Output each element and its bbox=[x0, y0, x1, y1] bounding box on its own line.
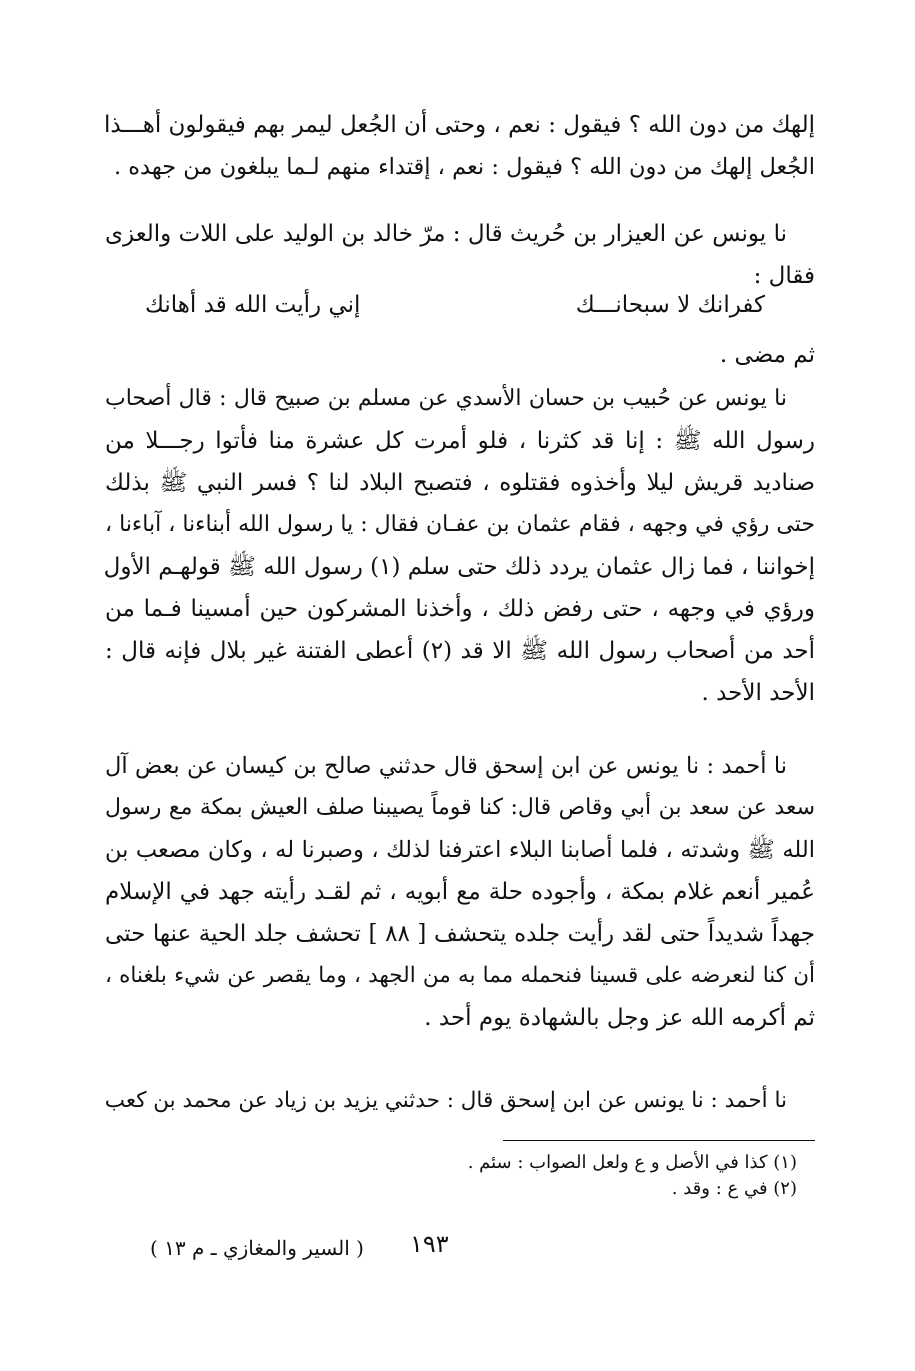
text-line: إخواننا ، فما زال عثمان يردد ذلك حتى سلم (١) رسول الله ﷺ قولهـم الأول bbox=[103, 554, 815, 580]
text-line: رسول الله ﷺ : إنا قد كثرنا ، فلو أمرت كل عشرة منا فأتوا رجـــلا من bbox=[105, 428, 815, 454]
verse-second-hemistich: إني رأيت الله قد أهانك bbox=[145, 292, 361, 318]
text-line: صناديد قريش ليلا وأخذوه فقتلوه ، فتصبح البلاد لنا ؟ فسر النبي ﷺ بذلك bbox=[105, 470, 815, 496]
text-line: نا أحمد : نا يونس عن ابن إسحق قال حدثني صالح بن كيسان عن بعض آل bbox=[105, 753, 787, 779]
footnote-divider bbox=[503, 1140, 815, 1141]
page-number: ١٩٣ bbox=[410, 1230, 449, 1258]
text-line: الله ﷺ وشدته ، فلما أصابنا البلاء اعترفنا لذلك ، وصبرنا له ، وكان مصعب بن bbox=[105, 837, 815, 863]
text-line: ورؤي في وجهه ، حتى رفض ذلك ، وأخذنا المشركون حين أمسينا فـما من bbox=[105, 596, 815, 622]
text-line: الجُعل إلهك من دون الله ؟ فيقول : نعم ، إقتداء منهم لـما يبلغون من جهده . bbox=[113, 154, 815, 180]
paragraph-continuation bbox=[105, 104, 815, 188]
text-line: جهداً شديداً حتى لقد رأيت جلده يتحشف [ ٨٨ ] تحشف جلد الحية عنها حتى bbox=[105, 921, 816, 947]
text-line: سعد عن سعد بن أبي وقاص قال: كنا قوماً يصيبنا صلف العيش بمكة مع رسول bbox=[105, 795, 815, 820]
text-line: أن كنا لنعرضه على قسينا فنحمله مما به من الجهد ، وما يقصر عن شيء بلغناه ، bbox=[105, 963, 815, 988]
text-line: نا يونس عن حُبيب بن حسان الأسدي عن مسلم بن صبيح قال : قال أصحاب bbox=[105, 386, 787, 411]
paragraph-habib bbox=[105, 378, 815, 714]
text-line: نا يونس عن العيزار بن حُريث قال : مرّ خالد بن الوليد على اللات والعزى bbox=[105, 221, 787, 247]
text-line: ثم مضى . bbox=[719, 342, 815, 368]
text-line: الأحد الأحد . bbox=[701, 680, 815, 706]
verse-first-hemistich: كفرانك لا سبحانـــك bbox=[575, 292, 765, 318]
text-line: ثم أكرمه الله عز وجل بالشهادة يوم أحد . bbox=[424, 1005, 815, 1031]
text-line: عُمير أنعم غلام بمكة ، وأجوده حلة مع أبويه ، ثم لقـد رأيته جهد في الإسلام bbox=[105, 879, 815, 905]
text-line: إلهك من دون الله ؟ فيقول : نعم ، وحتى أن الجُعل ليمر بهم فيقولون أهـــذا bbox=[104, 112, 815, 138]
text-line: حتى رؤي في وجهه ، فقام عثمان بن عفـان فقال : يا رسول الله أبناءنا ، آباءنا ، bbox=[105, 512, 815, 537]
paragraph-then-left bbox=[105, 334, 815, 376]
running-footer: ( السير والمغازي ـ م ١٣ ) bbox=[150, 1236, 364, 1260]
paragraph-khalid bbox=[105, 213, 815, 297]
poem-verse bbox=[145, 292, 765, 336]
text-line: فقال : bbox=[753, 263, 815, 289]
text-line: أحد من أصحاب رسول الله ﷺ الا قد (٢) أعطى الفتنة غير بلال فإنه قال : bbox=[105, 638, 815, 664]
paragraph-yazid bbox=[105, 1080, 815, 1122]
footnote-1: (١) كذا في الأصل و ع ولعل الصواب : سئم . bbox=[467, 1152, 797, 1173]
paragraph-saad bbox=[105, 745, 815, 1039]
footnote-2: (٢) في ع : وقد . bbox=[671, 1178, 797, 1199]
text-line: نا أحمد : نا يونس عن ابن إسحق قال : حدثني يزيد بن زياد عن محمد بن كعب bbox=[104, 1088, 787, 1113]
